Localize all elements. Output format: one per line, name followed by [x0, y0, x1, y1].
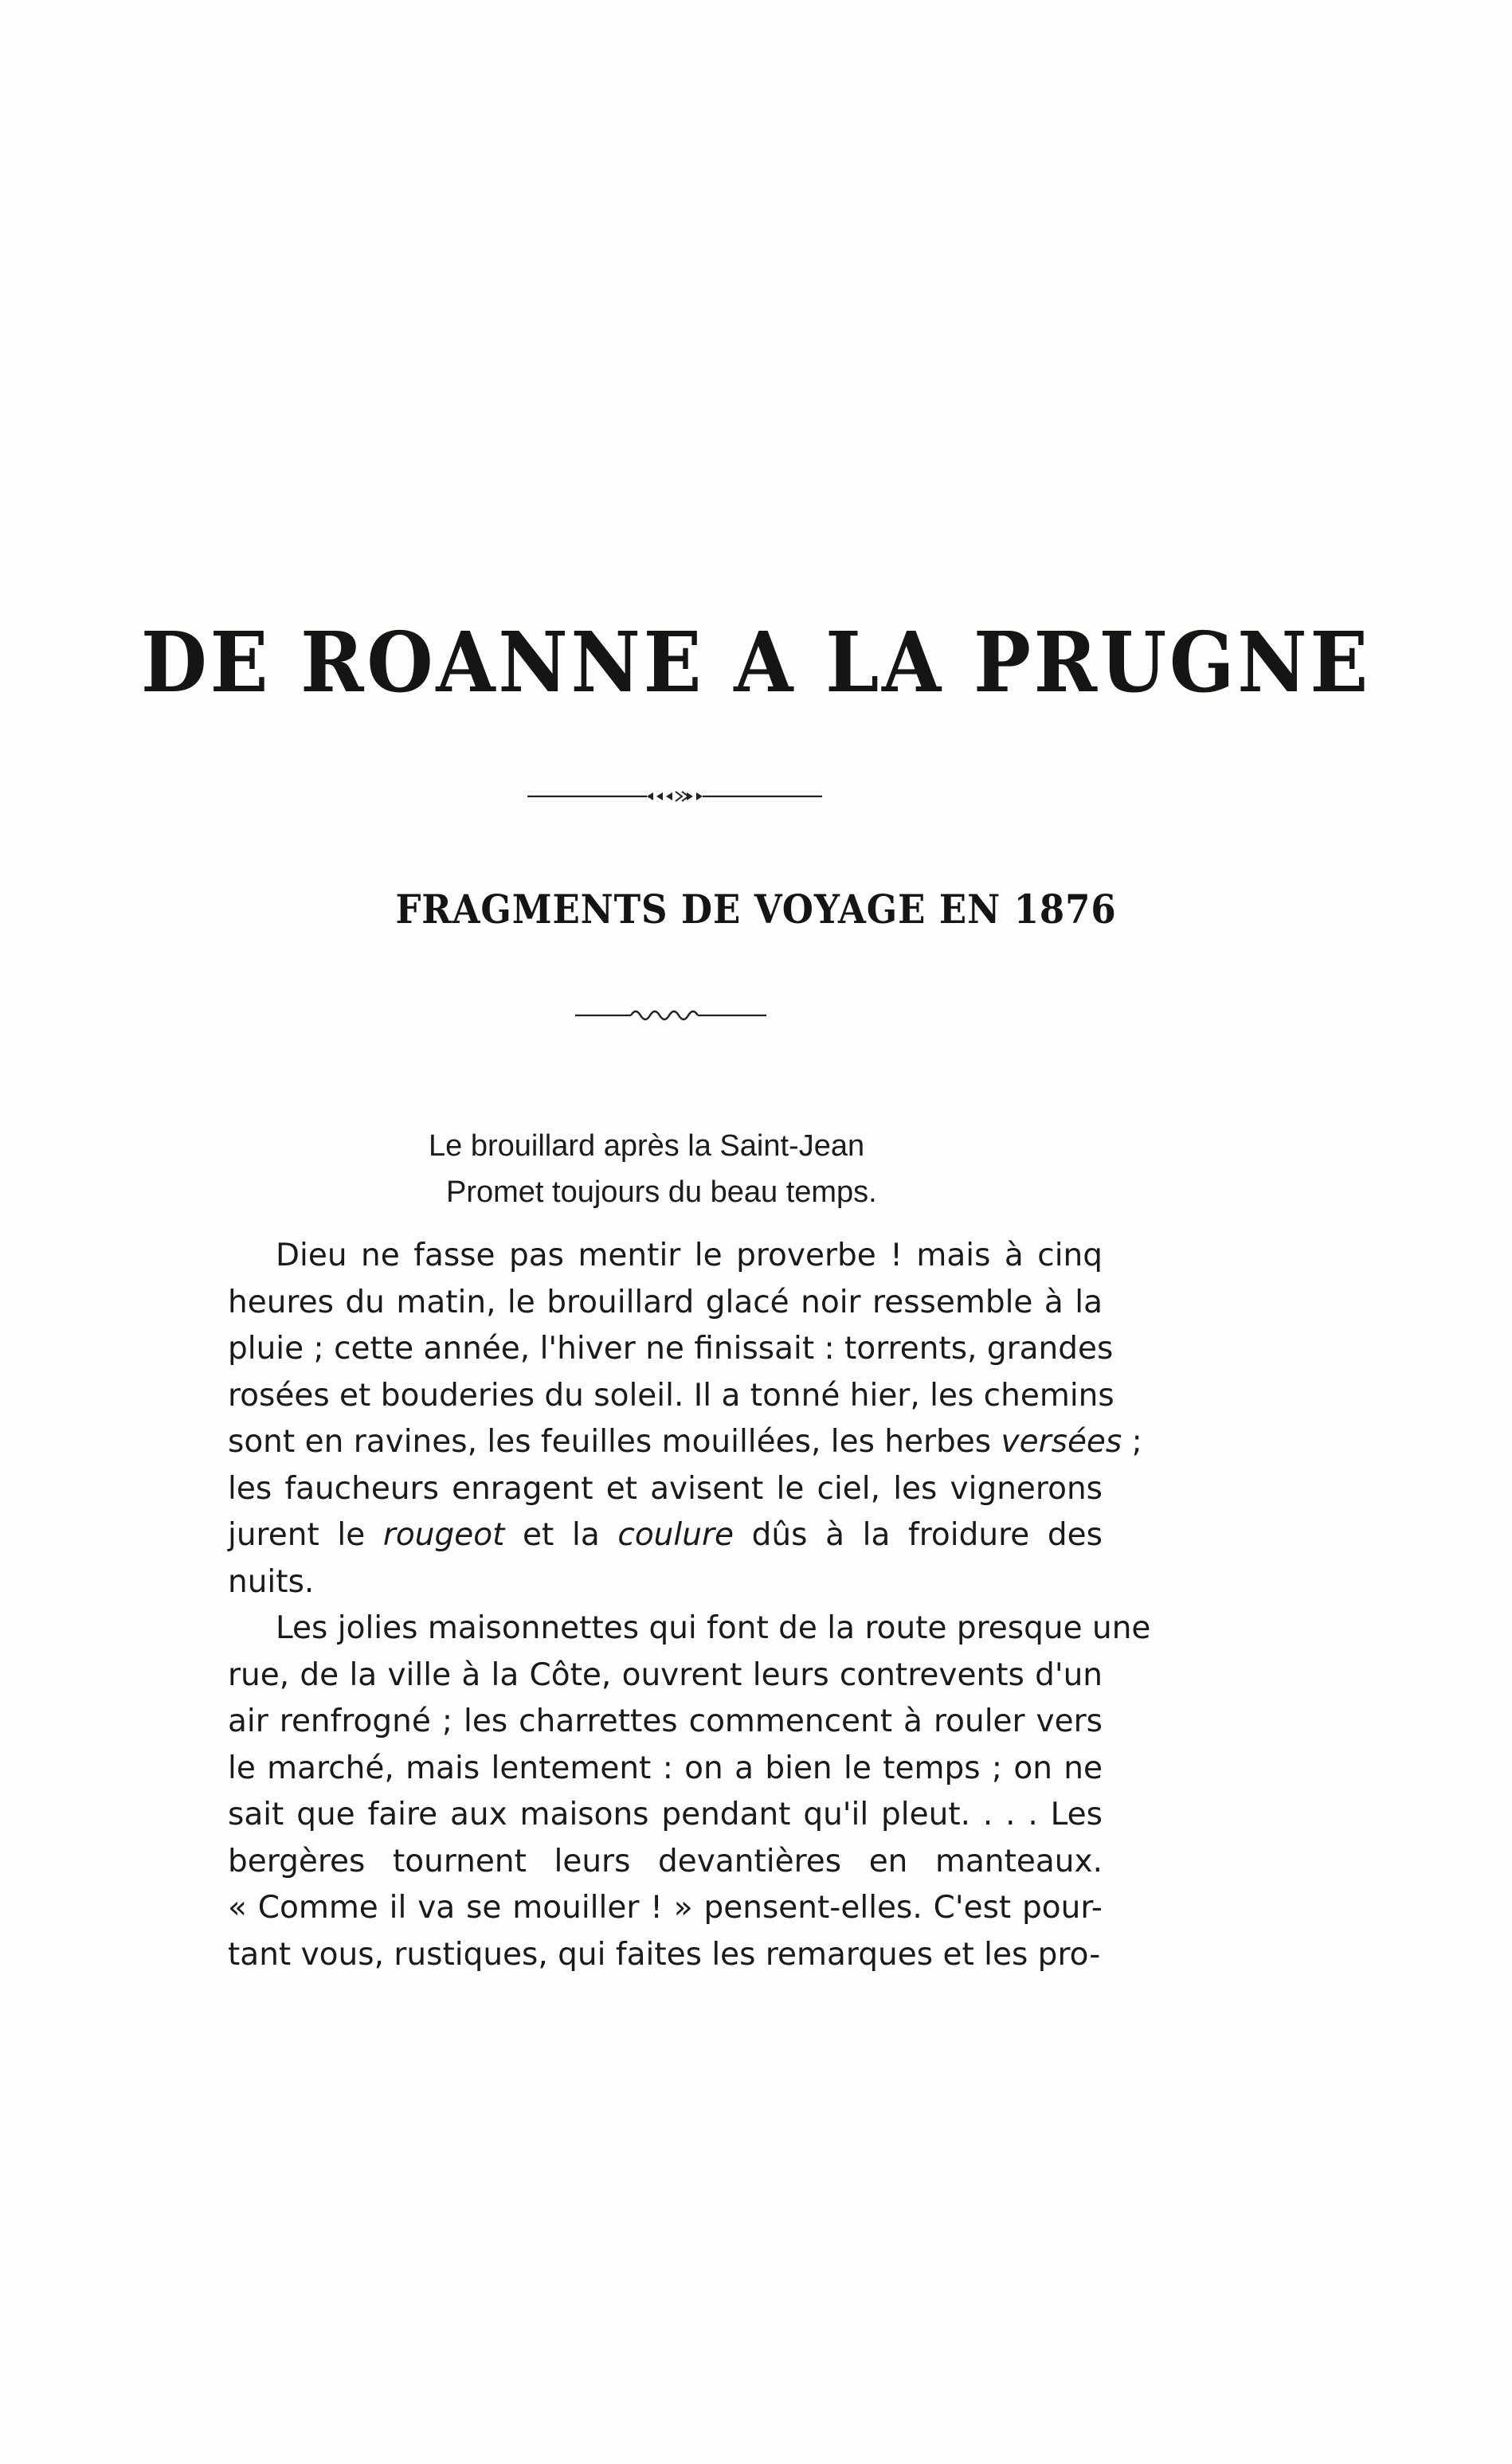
- text-run: air renfrogné ; les charrettes commencent à rouler vers: [228, 1703, 1103, 1739]
- text-run: tant vous, rustiques, qui faites les remarques et les pro-: [228, 1936, 1101, 1973]
- text-line: [228, 1885, 1103, 1932]
- text-run: pluie ; cette année, l'hiver ne finissait : torrents, grandes: [228, 1331, 1114, 1367]
- epigraph-line: Le brouillard après la Saint-Jean: [429, 1129, 865, 1163]
- text-line: [228, 1419, 1142, 1466]
- text-run: rosées et bouderies du soleil. Il a tonné hier, les chemins: [228, 1377, 1114, 1414]
- text-line: [228, 1839, 1103, 1886]
- text-run: « Comme il va se mouiller ! » pensent-elles. C'est pour-: [228, 1890, 1103, 1926]
- chapter-title: DE ROANNE A LA PRUGNE: [140, 613, 1372, 711]
- text-line: [228, 1373, 1114, 1420]
- text-run: nuits.: [228, 1563, 315, 1600]
- text-run: rue, de la ville à la Côte, ouvrent leurs contrevents d'un: [228, 1656, 1103, 1693]
- text-run: sait que faire aux maisons pendant qu'il pleut. . . . Les: [228, 1797, 1103, 1832]
- italic-word: coulure: [617, 1517, 734, 1553]
- text-line: [228, 1326, 1114, 1373]
- body-text: [228, 1233, 1151, 1978]
- text-run: ;: [1122, 1424, 1142, 1460]
- text-run: les faucheurs enragent et avisent le ciel, les vignerons: [228, 1470, 1103, 1507]
- text-line: [228, 1932, 1103, 1979]
- text-line: [228, 1746, 1103, 1793]
- epigraph: [429, 1123, 877, 1215]
- chapter-subtitle: FRAGMENTS DE VOYAGE EN 1876: [395, 886, 1117, 933]
- text-line: [228, 1466, 1103, 1513]
- text-line: [228, 1280, 1103, 1327]
- text-line: [228, 1606, 1151, 1652]
- italic-word: versées: [1001, 1424, 1122, 1460]
- text-line: [228, 1792, 1103, 1839]
- text-line: [228, 1512, 1103, 1559]
- text-line: [228, 1699, 1103, 1746]
- text-run: heures du matin, le brouillard glacé noir ressemble à la: [228, 1284, 1103, 1320]
- text-run: sont en ravines, les feuilles mouillées, les herbes: [228, 1424, 1001, 1460]
- paragraph: [228, 1606, 1151, 1978]
- paragraph: [228, 1233, 1142, 1606]
- epigraph-line: Promet toujours du beau temps.: [446, 1175, 877, 1209]
- text-run: dûs à la froidure des: [733, 1517, 1103, 1553]
- text-run: jurent le: [228, 1517, 383, 1553]
- subtitle-ornament-divider: [575, 1005, 766, 1026]
- text-run: et la: [504, 1517, 618, 1553]
- text-run: Les jolies maisonnettes qui font de la route presque une: [276, 1610, 1151, 1646]
- title-ornament-divider: [527, 788, 822, 804]
- italic-word: rougeot: [382, 1517, 505, 1553]
- text-run: Dieu ne fasse pas mentir le proverbe ! mais à cinq: [276, 1238, 1103, 1273]
- text-line: [228, 1233, 1103, 1280]
- text-line: [228, 1652, 1103, 1699]
- text-line: [228, 1559, 1103, 1606]
- text-run: le marché, mais lentement : on a bien le temps ; on ne: [228, 1750, 1103, 1786]
- text-run: bergères tournent leurs devantières en manteaux.: [228, 1843, 1103, 1879]
